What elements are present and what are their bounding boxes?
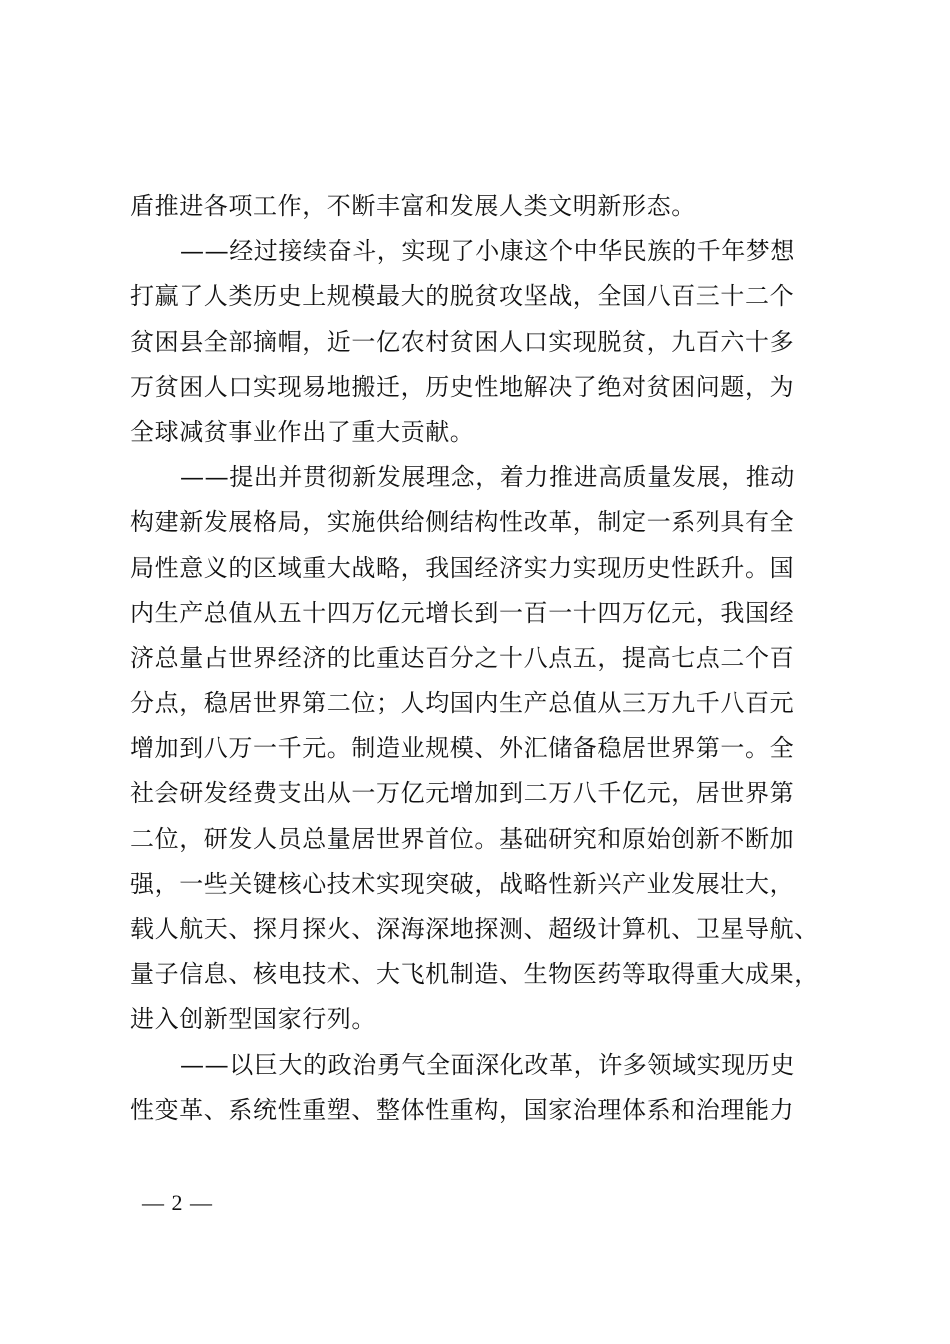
text-line: ——提出并贯彻新发展理念，着力推进高质量发展，推动 bbox=[180, 463, 795, 492]
text-line: 盾推进各项工作，不断丰富和发展人类文明新形态。 bbox=[130, 192, 696, 220]
text-line: 载人航天、探月探火、深海深地探测、超级计算机、卫星导航、 bbox=[130, 915, 819, 943]
text-line: 构建新发展格局，实施供给侧结构性改革，制定一系列具有全 bbox=[130, 508, 795, 537]
text-line: 万贫困人口实现易地搬迁，历史性地解决了绝对贫困问题，为 bbox=[130, 372, 795, 401]
page-number: — 2 — bbox=[142, 1190, 213, 1215]
text-line: 二位，研发人员总量居世界首位。基础研究和原始创新不断加 bbox=[130, 824, 795, 853]
text-line: 分点，稳居世界第二位；人均国内生产总值从三万九千八百元 bbox=[130, 689, 795, 718]
text-line: ——经过接续奋斗，实现了小康这个中华民族的千年梦想 bbox=[180, 237, 795, 266]
text-line: 量子信息、核电技术、大飞机制造、生物医药等取得重大成果， bbox=[130, 960, 819, 989]
text-line: 济总量占世界经济的比重达百分之十八点五，提高七点二个百 bbox=[130, 643, 795, 672]
text-line: 性变革、系统性重塑、整体性重构，国家治理体系和治理能力 bbox=[130, 1095, 795, 1124]
text-line: 全球减贫事业作出了重大贡献。 bbox=[130, 417, 475, 446]
text-line: ——以巨大的政治勇气全面深化改革，许多领域实现历史 bbox=[180, 1050, 795, 1079]
text-line: 贫困县全部摘帽，近一亿农村贫困人口实现脱贫，九百六十多 bbox=[130, 327, 795, 356]
text-line: 打赢了人类历史上规模最大的脱贫攻坚战，全国八百三十二个 bbox=[130, 282, 795, 311]
text-line: 社会研发经费支出从一万亿元增加到二万八千亿元，居世界第 bbox=[130, 779, 795, 808]
text-line: 增加到八万一千元。制造业规模、外汇储备稳居世界第一。全 bbox=[130, 734, 795, 763]
text-line: 内生产总值从五十四万亿元增长到一百一十四万亿元，我国经 bbox=[130, 598, 795, 627]
text-line: 强，一些关键核心技术实现突破，战略性新兴产业发展壮大， bbox=[130, 869, 795, 898]
text-line: 局性意义的区域重大战略，我国经济实力实现历史性跃升。国 bbox=[130, 553, 795, 582]
body-text bbox=[130, 184, 835, 1133]
text-line: 进入创新型国家行列。 bbox=[130, 1005, 376, 1034]
